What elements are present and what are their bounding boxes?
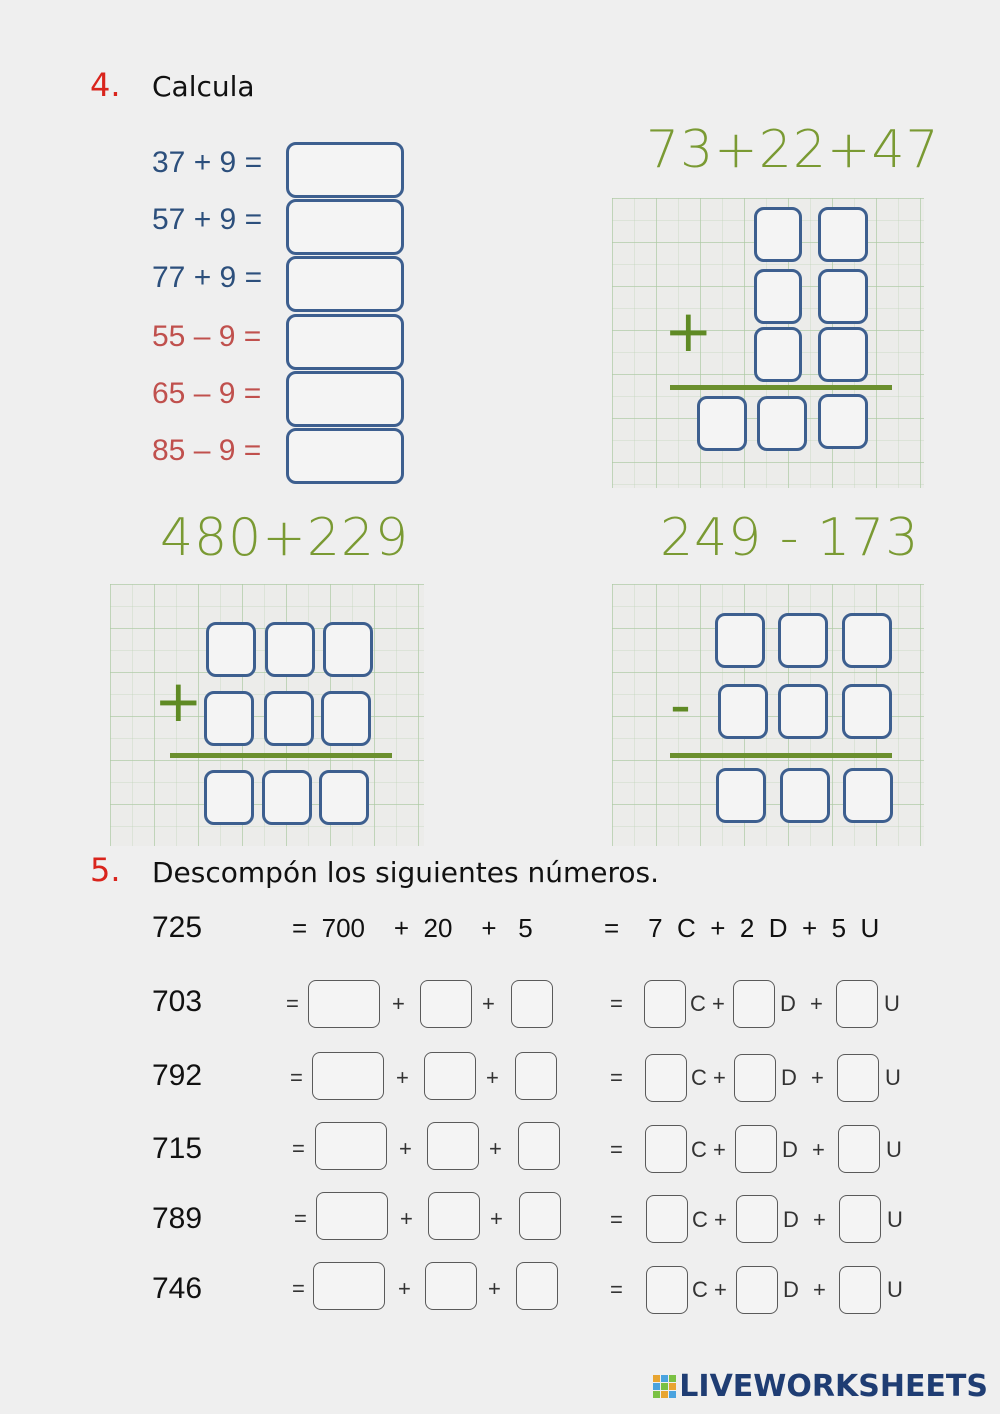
digit-input-box[interactable] (843, 768, 893, 823)
equals-sign: = (292, 1276, 305, 1301)
tens-value-input[interactable] (420, 980, 472, 1028)
units-value-input[interactable] (515, 1052, 557, 1100)
d-count-input[interactable] (736, 1266, 778, 1314)
equation-label: 37 + 9 = (152, 146, 263, 179)
digit-input-box[interactable] (754, 327, 802, 382)
digit-input-box[interactable] (204, 691, 254, 746)
equation-label: 85 – 9 = (152, 434, 262, 467)
u-label: U (887, 1277, 903, 1302)
digit-input-box[interactable] (818, 327, 868, 382)
plus-sign: + (396, 1065, 409, 1090)
plus-sign: + (712, 991, 725, 1016)
equals-sign: = (610, 1277, 623, 1302)
digit-input-box[interactable] (754, 269, 802, 324)
u-count-input[interactable] (838, 1125, 880, 1173)
c-count-input[interactable] (645, 1054, 687, 1102)
answer-input-box[interactable] (286, 256, 404, 312)
answer-input-box[interactable] (286, 314, 404, 370)
d-label: D (783, 1277, 799, 1302)
units-value-input[interactable] (511, 980, 553, 1028)
c-label: C (692, 1277, 708, 1302)
liveworksheets-logo-icon (653, 1371, 677, 1395)
digit-input-box[interactable] (757, 396, 807, 451)
d-count-input[interactable] (734, 1054, 776, 1102)
digit-input-box[interactable] (780, 768, 830, 823)
tens-value-input[interactable] (424, 1052, 476, 1100)
digit-input-box[interactable] (206, 622, 256, 677)
d-label: D (783, 1207, 799, 1232)
u-label: U (884, 991, 900, 1016)
sum-line (670, 385, 892, 390)
equals-sign: = (610, 1065, 623, 1090)
digit-input-box[interactable] (754, 207, 802, 262)
digit-input-box[interactable] (818, 207, 868, 262)
plus-sign: + (713, 1065, 726, 1090)
plus-sign: + (400, 1206, 413, 1231)
digit-input-box[interactable] (778, 684, 828, 739)
answer-input-box[interactable] (286, 371, 404, 427)
tens-value-input[interactable] (427, 1122, 479, 1170)
digit-input-box[interactable] (265, 622, 315, 677)
c-count-input[interactable] (646, 1266, 688, 1314)
digit-input-box[interactable] (716, 768, 766, 823)
example-number: 725 (152, 911, 203, 944)
section-4-title: Calcula (152, 70, 255, 103)
digit-input-box[interactable] (818, 269, 868, 324)
operation-expression: 249 - 173 (660, 508, 920, 568)
u-label: U (886, 1137, 902, 1162)
plus-sign: + (154, 667, 203, 735)
plus-sign: + (714, 1207, 727, 1232)
equals-sign: = (294, 1206, 307, 1231)
hundreds-value-input[interactable] (308, 980, 380, 1028)
plus-sign: + (490, 1206, 503, 1231)
c-label: C (692, 1207, 708, 1232)
digit-input-box[interactable] (204, 770, 254, 825)
c-label: C (691, 1137, 707, 1162)
d-count-input[interactable] (736, 1195, 778, 1243)
row-number: 703 (152, 985, 203, 1018)
digit-input-box[interactable] (718, 684, 768, 739)
plus-sign: + (482, 991, 495, 1016)
equals-sign: = (610, 1137, 623, 1162)
units-value-input[interactable] (519, 1192, 561, 1240)
equation-label: 65 – 9 = (152, 377, 262, 410)
d-count-input[interactable] (735, 1125, 777, 1173)
d-label: D (781, 1065, 797, 1090)
equals-sign: = (610, 1207, 623, 1232)
row-number: 789 (152, 1202, 203, 1235)
equation-label: 57 + 9 = (152, 203, 263, 236)
hundreds-value-input[interactable] (313, 1262, 385, 1310)
plus-sign: + (714, 1277, 727, 1302)
plus-sign: + (488, 1276, 501, 1301)
minus-sign: - (670, 671, 691, 739)
equals-sign: = (290, 1065, 303, 1090)
sum-line (170, 753, 392, 758)
equals-sign: = (292, 1136, 305, 1161)
answer-input-box[interactable] (286, 199, 404, 255)
equation-label: 55 – 9 = (152, 320, 262, 353)
u-count-input[interactable] (836, 980, 878, 1028)
d-label: D (782, 1137, 798, 1162)
digit-input-box[interactable] (842, 613, 892, 668)
plus-sign: + (489, 1136, 502, 1161)
tens-value-input[interactable] (428, 1192, 480, 1240)
d-count-input[interactable] (733, 980, 775, 1028)
plus-sign: + (813, 1277, 826, 1302)
equals-sign: = (610, 991, 623, 1016)
row-number: 746 (152, 1272, 203, 1305)
digit-input-box[interactable] (778, 613, 828, 668)
c-label: C (690, 991, 706, 1016)
plus-sign: + (713, 1137, 726, 1162)
section-4-number: 4. (90, 66, 121, 104)
plus-sign: + (399, 1136, 412, 1161)
d-label: D (780, 991, 796, 1016)
plus-sign: + (664, 297, 713, 365)
plus-sign: + (398, 1276, 411, 1301)
liveworksheets-logo-text: LIVEWORKSHEETS (679, 1369, 988, 1404)
hundreds-value-input[interactable] (315, 1122, 387, 1170)
hundreds-value-input[interactable] (316, 1192, 388, 1240)
difference-line (670, 753, 892, 758)
plus-sign: + (810, 991, 823, 1016)
c-count-input[interactable] (644, 980, 686, 1028)
digit-input-box[interactable] (262, 770, 312, 825)
units-value-input[interactable] (518, 1122, 560, 1170)
u-label: U (885, 1065, 901, 1090)
digit-input-box[interactable] (323, 622, 373, 677)
digit-input-box[interactable] (715, 613, 765, 668)
operation-expression: 480+229 (160, 508, 410, 568)
section-5-title: Descompón los siguientes números. (152, 856, 659, 889)
answer-input-box[interactable] (286, 142, 404, 198)
digit-input-box[interactable] (321, 691, 371, 746)
u-count-input[interactable] (839, 1195, 881, 1243)
plus-sign: + (392, 991, 405, 1016)
c-count-input[interactable] (645, 1125, 687, 1173)
plus-sign: + (813, 1207, 826, 1232)
units-value-input[interactable] (516, 1262, 558, 1310)
u-count-input[interactable] (837, 1054, 879, 1102)
plus-sign: + (486, 1065, 499, 1090)
plus-sign: + (812, 1137, 825, 1162)
tens-value-input[interactable] (425, 1262, 477, 1310)
equals-sign: = (286, 991, 299, 1016)
digit-input-box[interactable] (818, 394, 868, 449)
digit-input-box[interactable] (264, 691, 314, 746)
digit-input-box[interactable] (319, 770, 369, 825)
equation-label: 77 + 9 = (152, 261, 263, 294)
example-units: = 7 C + 2 D + 5 U (604, 913, 880, 943)
row-number: 715 (152, 1132, 203, 1165)
digit-input-box[interactable] (697, 396, 747, 451)
liveworksheets-logo (653, 1369, 988, 1404)
plus-sign: + (811, 1065, 824, 1090)
section-5-number: 5. (90, 851, 121, 889)
example-decomposition: = 700 + 20 + 5 (292, 913, 533, 943)
hundreds-value-input[interactable] (312, 1052, 384, 1100)
digit-input-box[interactable] (842, 684, 892, 739)
u-label: U (887, 1207, 903, 1232)
answer-input-box[interactable] (286, 428, 404, 484)
row-number: 792 (152, 1059, 203, 1092)
operation-expression: 73+22+47 (646, 120, 940, 180)
c-count-input[interactable] (646, 1195, 688, 1243)
u-count-input[interactable] (839, 1266, 881, 1314)
c-label: C (691, 1065, 707, 1090)
